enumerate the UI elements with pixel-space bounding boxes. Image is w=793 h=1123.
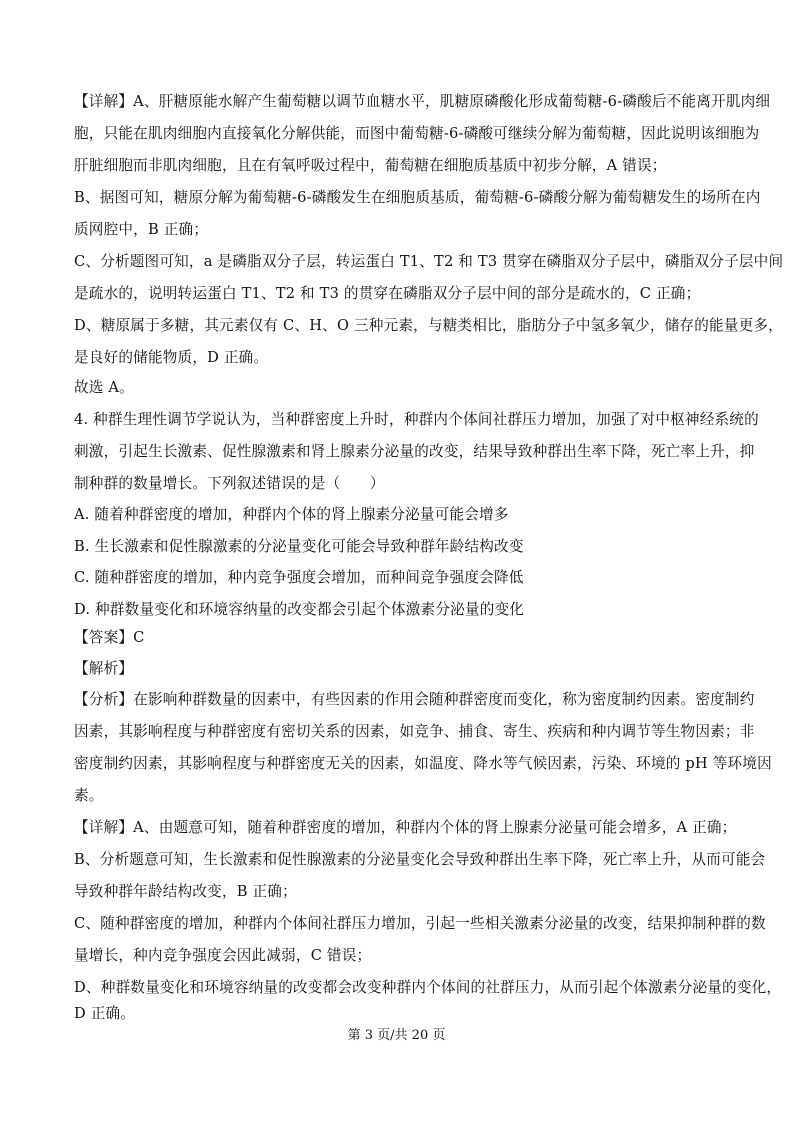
q4-detail-line: 量增长，种内竞争强度会因此减弱，C 错误； <box>74 947 372 964</box>
q4-answer: 【答案】C <box>74 629 145 646</box>
q4-analysis-line: 【分析】在影响种群数量的因素中，有些因素的作用会随种群密度而变化，称为密度制约因素。密度制约 <box>74 691 755 708</box>
q3-detail-line: D、糖原属于多糖，其元素仅有 C、H、O 三种元素，与糖类相比，脂肪分子中氢多氧少，储存的能量更多， <box>74 317 783 334</box>
q3-detail-line: C、分析题图可知，a 是磷脂双分子层，转运蛋白 T1、T2 和 T3 贯穿在磷脂双分子层中，磷脂双分子层中间 <box>74 253 784 270</box>
q4-option-d: D. 种群数量变化和环境容纳量的改变都会引起个体激素分泌量的变化 <box>74 601 525 618</box>
q4-analysis-line: 因素，其影响程度与种群密度有密切关系的因素，如竞争、捕食、寄生、疾病和种内调节等生物因素；非 <box>74 723 755 740</box>
q4-analysis-line: 素。 <box>74 787 104 804</box>
q4-stem: 4. 种群生理性调节学说认为，当种群密度上升时，种群内个体间社群压力增加，加强了对中枢神经系统的 <box>74 411 759 428</box>
q3-detail-line: 肝脏细胞而非肌肉细胞，且在有氧呼吸过程中，葡萄糖在细胞质基质中初步分解，A 错误； <box>74 157 667 174</box>
q4-option-b: B. 生长激素和促性腺激素的分泌量变化可能会导致种群年龄结构改变 <box>74 538 524 555</box>
q4-detail-line: 【详解】A、由题意可知，随着种群密度的增加，种群内个体的肾上腺素分泌量可能会增多，A 正确； <box>74 819 737 836</box>
q4-detail-line: B、分析题意可知，生长激素和促性腺激素的分泌量变化会导致种群出生率下降，死亡率上升，从而可能会 <box>74 851 766 868</box>
q4-detail-line: C、随种群密度的增加，种群内个体间社群压力增加，引起一些相关激素分泌量的改变，结果抑制种群的数 <box>74 915 766 932</box>
q3-detail-line: 质网腔中，B 正确； <box>74 221 209 238</box>
q4-option-c: C. 随种群密度的增加，种内竞争强度会增加，而种间竞争强度会降低 <box>74 569 524 586</box>
q4-detail-line: 导致种群年龄结构改变，B 正确； <box>74 883 297 900</box>
q3-conclusion: 故选 A。 <box>74 379 134 396</box>
q3-detail-line: 是良好的储能物质，D 正确。 <box>74 349 269 366</box>
q3-detail-line: 【详解】A、肝糖原能水解产生葡萄糖以调节血糖水平，肌糖原磷酸化形成葡萄糖-6-磷酸后不能离开肌肉细 <box>74 93 771 110</box>
q4-stem: 制种群的数量增长。下列叙述错误的是（ ） <box>74 475 385 492</box>
q4-stem: 刺激，引起生长激素、促性腺激素和肾上腺素分泌量的改变，结果导致种群出生率下降，死亡率上升，抑 <box>74 443 755 460</box>
page-footer: 第 3 页/共 20 页 <box>347 1028 446 1043</box>
q4-analysis-heading: 【解析】 <box>74 660 134 677</box>
q3-detail-line: 是疏水的，说明转运蛋白 T1、T2 和 T3 的贯穿在磷脂双分子层中间的部分是疏水的，C 正确； <box>74 285 701 302</box>
q4-option-a: A. 随着种群密度的增加，种群内个体的肾上腺素分泌量可能会增多 <box>74 506 509 523</box>
q3-detail-line: B、据图可知，糖原分解为葡萄糖-6-磷酸发生在细胞质基质，葡萄糖-6-磷酸分解为葡萄糖发生的场所在内 <box>74 189 761 206</box>
q4-analysis-line: 密度制约因素，其影响程度与种群密度无关的因素，如温度、降水等气候因素，污染、环境的 pH 等环境因 <box>74 755 772 772</box>
q4-detail-line: D、种群数量变化和环境容纳量的改变都会改变种群内个体间的社群压力，从而引起个体激素分泌量的变化， <box>74 979 782 996</box>
q4-detail-line: D 正确。 <box>74 1005 136 1022</box>
q3-detail-line: 胞，只能在肌肉细胞内直接氧化分解供能，而图中葡萄糖-6-磷酸可继续分解为葡萄糖，因此说明该细胞为 <box>74 125 760 142</box>
